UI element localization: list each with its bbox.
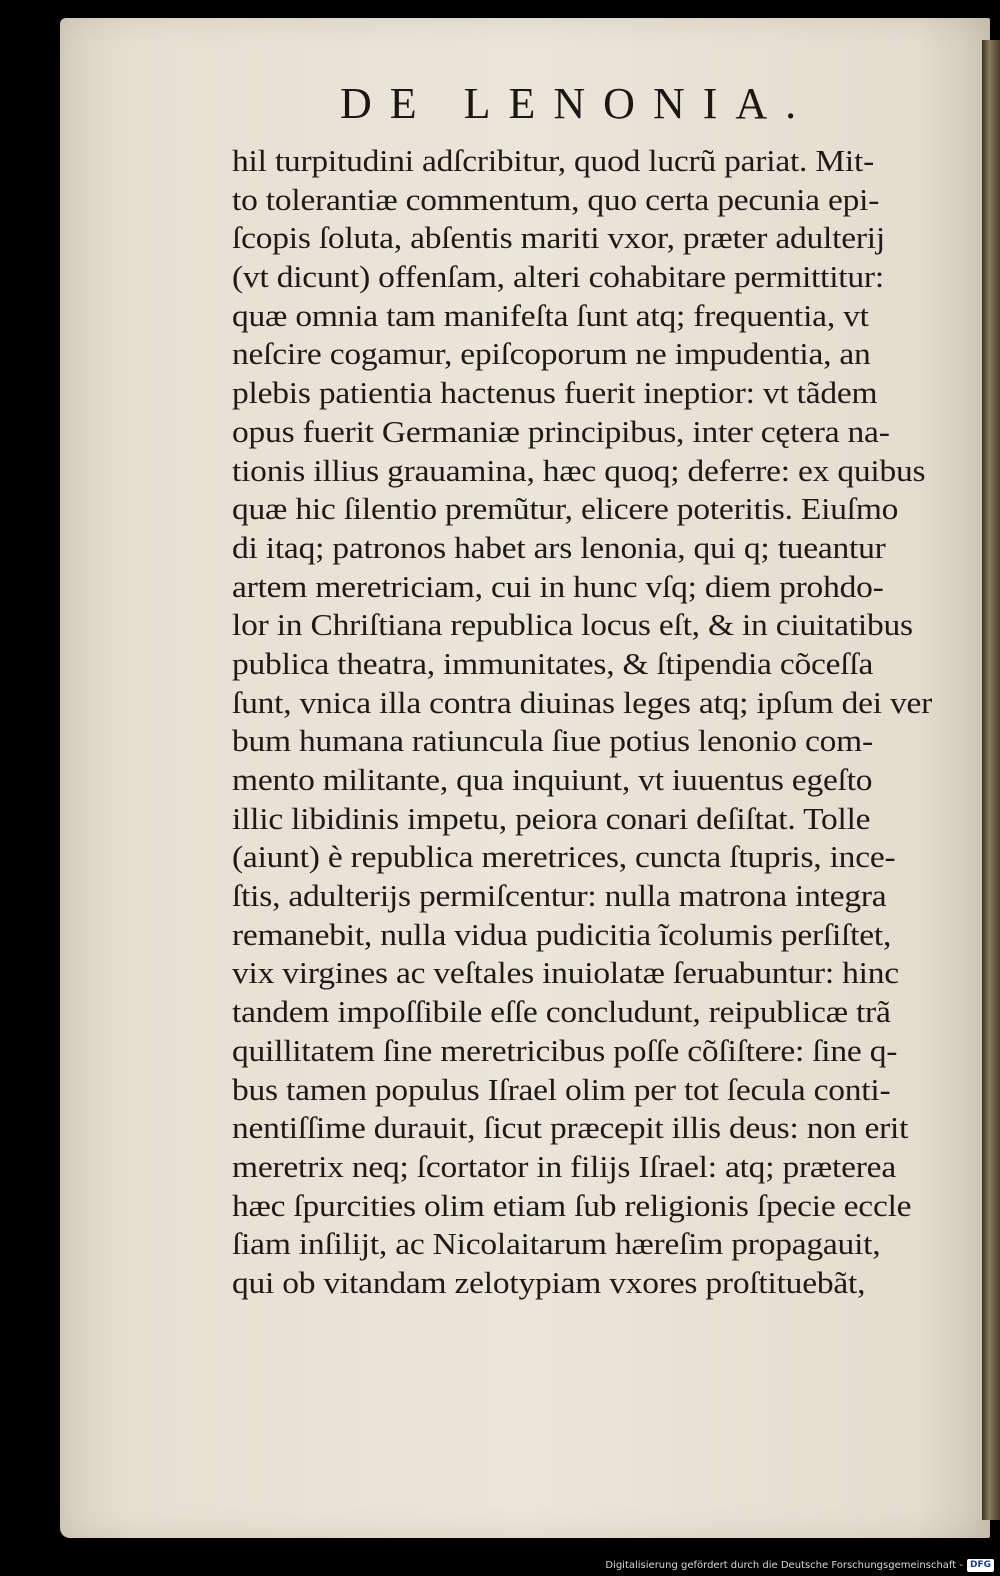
digitization-credit <box>605 1557 994 1573</box>
text-line: quillitatem ſine meretricibus poſſe cõſiſtere: ſine q- <box>232 1032 898 1068</box>
text-line: tandem impoſſibile eſſe concludunt, reipublicæ trã <box>232 994 891 1030</box>
text-line: quæ omnia tam manifeſta ſunt atq; frequentia, vt <box>232 297 869 333</box>
text-line: to tolerantiæ commentum, quo certa pecunia epi- <box>232 181 880 217</box>
credit-text: Digitalisierung gefördert durch die Deutsche Forschungsgemeinschaft - <box>605 1559 963 1571</box>
text-line: ſcopis ſoluta, abſentis mariti vxor, præter adulterij <box>232 220 885 256</box>
text-line: publica theatra, immunitates, & ſtipendia cõceſſa <box>232 645 874 681</box>
text-line: vix virgines ac veſtales inuiolatæ ſeruabuntur: hinc <box>232 955 899 991</box>
text-line: ſtis, adulterijs permiſcentur: nulla matrona integra <box>232 878 887 914</box>
text-line: illic libidinis impetu, peiora conari deſiſtat. Tolle <box>232 800 871 836</box>
text-line: (aiunt) è republica meretrices, cuncta ſtupris, ince- <box>232 839 896 875</box>
text-line: plebis patientia hactenus fuerit ineptior: vt tãdem <box>232 375 878 411</box>
text-line: qui ob vitandam zelotypiam vxores proſtituebãt, <box>232 1264 866 1300</box>
text-line: meretrix neq; ſcortator in filijs Iſrael: atq; præterea <box>232 1148 896 1184</box>
body-text <box>232 142 962 1303</box>
text-line: ſunt, vnica illa contra diuinas leges atq; ipſum dei ver <box>232 684 933 720</box>
text-line: (vt dicunt) offenſam, alteri cohabitare permittitur: <box>232 259 884 295</box>
text-line: bus tamen populus Iſrael olim per tot ſecula conti- <box>232 1071 891 1107</box>
text-line: remanebit, nulla vidua pudicitia ĩcolumis perſiſtet, <box>232 916 892 952</box>
text-line: tionis illius grauamina, hæc quoq; deferre: ex quibus <box>232 452 926 488</box>
text-line: artem meretriciam, cui in hunc vſq; diem prohdo- <box>232 568 884 604</box>
text-line: lor in Chriſtiana republica locus eſt, & in ciuitatibus <box>232 607 913 643</box>
text-line: opus fuerit Germaniæ principibus, inter cętera na- <box>232 413 890 449</box>
text-line: ſiam inſilijt, ac Nicolaitarum hæreſim propagauit, <box>232 1226 881 1262</box>
text-line: hæc ſpurcities olim etiam ſub religionis ſpecie eccle <box>232 1187 912 1223</box>
text-line: hil turpitudini adſcribitur, quod lucrũ pariat. Mit- <box>232 143 875 178</box>
text-line: neſcire cogamur, epiſcoporum ne impudentia, an <box>232 336 871 372</box>
text-line: di itaq; patronos habet ars lenonia, qui q; tueantur <box>232 529 886 565</box>
text-line: nentiſſime durauit, ſicut præcepit illis deus: non erit <box>232 1110 909 1146</box>
dfg-logo: DFG <box>967 1559 994 1572</box>
running-head: DE LENONIA. <box>340 79 815 128</box>
text-line: quæ hic ſilentio premũtur, elicere poteritis. Eiuſmo <box>232 491 899 527</box>
text-line: bum humana ratiuncula ſiue potius lenonio com- <box>232 723 873 759</box>
text-line: mento militante, qua inquiunt, vt iuuentus egeſto <box>232 762 873 797</box>
